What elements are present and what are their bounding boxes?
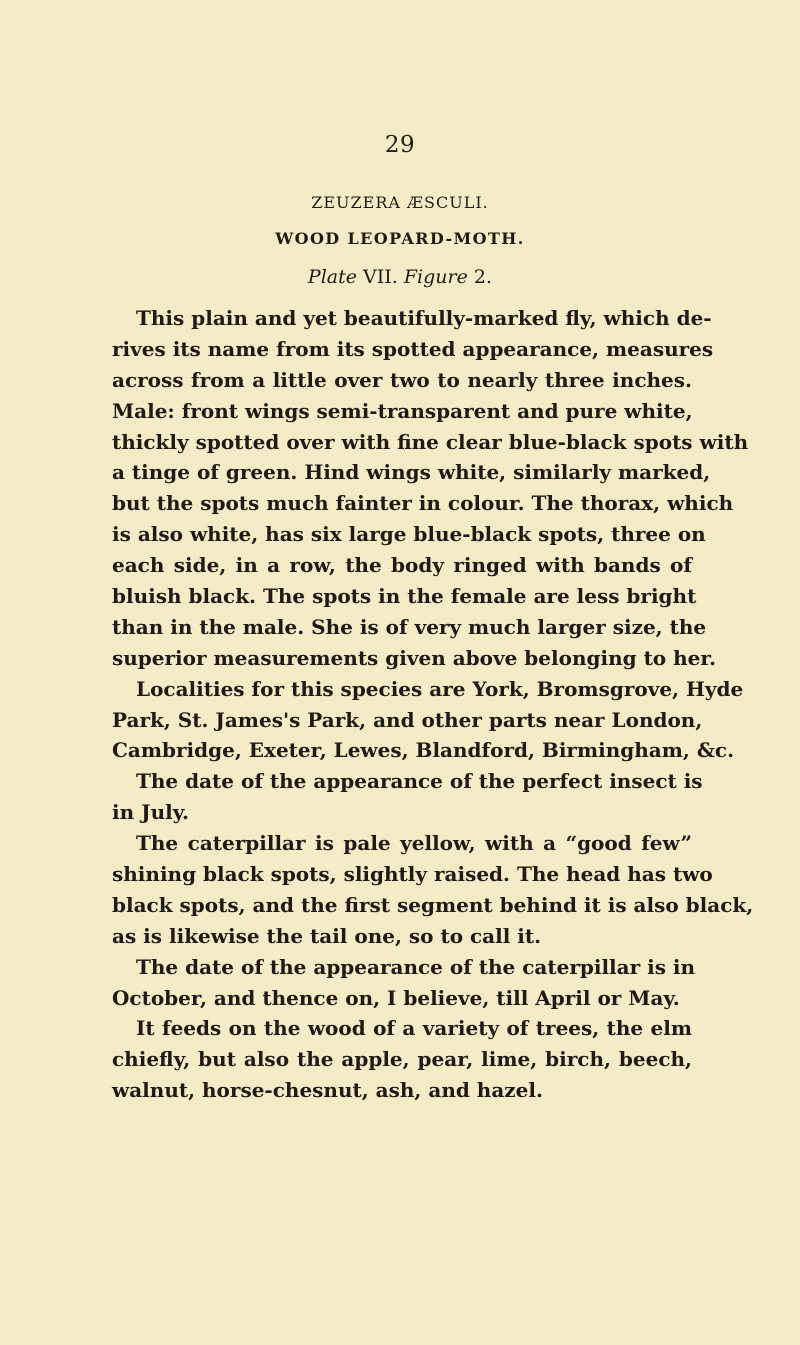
scientific-name-heading: ZEUZERA ÆSCULI. — [311, 193, 489, 212]
text-line: Park, St. James's Park, and other parts near London, — [112, 707, 703, 732]
text-line: bluish black. The spots in the female are less bright — [112, 584, 697, 609]
common-name-heading: WOOD LEOPARD-MOTH. — [275, 229, 525, 248]
text-line: thickly spotted over with fine clear blue-black spots with — [112, 429, 749, 454]
figure-number: 2. — [473, 266, 493, 288]
text-line: Cambridge, Exeter, Lewes, Blandford, Birmingham, &c. — [112, 738, 735, 763]
figure-label: Figure — [403, 266, 468, 288]
text-line: chiefly, but also the apple, pear, lime, birch, beech, — [112, 1047, 692, 1072]
page-number: 29 — [384, 132, 416, 158]
text-line: This plain and yet beautifully-marked fly, which de- — [136, 306, 712, 330]
text-line: superior measurements given above belonging to her. — [112, 645, 717, 670]
text-line: walnut, horse-chesnut, ash, and hazel. — [112, 1078, 543, 1103]
text-line: each side, in a row, the body ringed with bands of — [112, 553, 692, 578]
body-text — [112, 303, 754, 1106]
text-line: a tinge of green. Hind wings white, similarly marked, — [112, 460, 711, 485]
text-line: rives its name from its spotted appearance, measures — [112, 336, 714, 361]
text-line: than in the male. She is of very much larger size, the — [112, 614, 707, 639]
text-line: shining black spots, slightly raised. The head has two — [112, 862, 713, 887]
text-line: Localities for this species are York, Bromsgrove, Hyde — [136, 676, 744, 701]
text-line: but the spots much fainter in colour. The thorax, which — [112, 491, 734, 516]
text-line: across from a little over two to nearly three inches. — [112, 367, 692, 392]
text-line: is also white, has six large blue-black spots, three on — [112, 522, 706, 547]
text-line: October, and thence on, I believe, till April or May. — [112, 985, 680, 1010]
plate-reference — [0, 266, 800, 288]
text-line: The date of the appearance of the caterpillar is in — [136, 954, 696, 979]
text-line: The date of the appearance of the perfect insect is — [136, 769, 703, 794]
text-line: in July. — [112, 800, 189, 825]
text-line: The caterpillar is pale yellow, with a “good few” — [136, 831, 692, 856]
text-line: Male: front wings semi-transparent and pure white, — [112, 398, 693, 423]
text-line: It feeds on the wood of a variety of trees, the elm — [136, 1016, 692, 1041]
text-line: black spots, and the first segment behind it is also black, — [112, 892, 754, 917]
plate-label: Plate — [307, 266, 357, 288]
text-line: as is likewise the tail one, so to call it. — [112, 923, 542, 948]
plate-number: VII. — [363, 266, 398, 288]
